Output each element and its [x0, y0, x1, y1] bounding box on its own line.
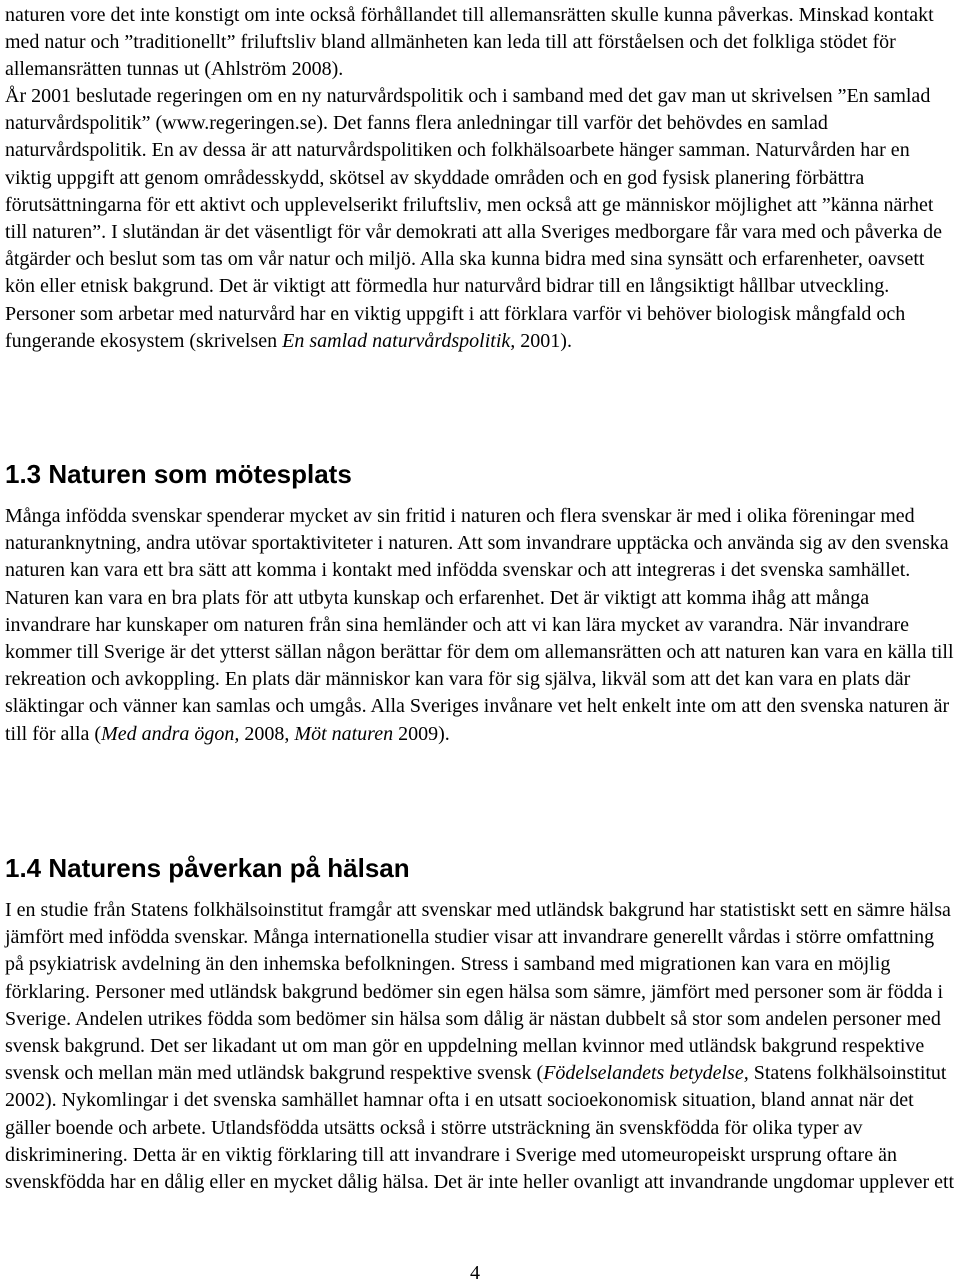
paragraph-text: Statens folkhälsoinstitut 2002). Nykomlingar i det svenska samhället hamnar ofta i en utsatt socioekonomisk situation, bland annat när det gäller boende och arbete. Utlandsfödda utsätts också i större utsträckning än svenskfödda för olika typer av diskriminering. Detta är en viktig förklaring till att invandrare i Sverige med utomeuropeiskt ursprung oftare än svenskfödda har en dålig eller en mycket dålig hälsa. Det är inte heller ovanligt att invandrande ungdomar upplever ett [5, 1062, 955, 1194]
paragraph-text: År 2001 beslutade regeringen om en ny naturvårdspolitik och i samband med det gav man ut skrivelsen ”En samlad naturvårdspolitik” (www.regeringen.se). Det fanns flera anledningar till varför det behövdes en samlad naturvårdspolitik. En av dessa är att naturvårdspolitiken och folkhälsoarbete hänger samman. Naturvården har en viktig uppgift att genom områdesskydd, skötsel av skyddade områden och en god fysisk planering förbättra förutsättningarna för ett aktivt och upplevelserikt friluftsliv, men också att ge människor möjlighet att ”känna närhet till naturen”. I slutändan är det väsentligt för vår demokrati att alla Sveriges medborgare får vara med och påverka de åtgärder och beslut som tas om vår natur och miljö. Alla ska kunna bidra med sina synsätt och erfarenheter, oavsett kön eller etnisk bakgrund. Det är viktigt att förmedla hur naturvård bidrar till en långsiktigt hållbar utveckling. Personer som arbetar med naturvård har en viktig uppgift i att förklara varför vi behöver biologisk mångfald och fungerande ekosystem (skrivelsen [5, 85, 943, 352]
paragraph-text: naturen vore det inte konstigt om inte också förhållandet till allemansrätten skulle kunna påverkas. Minskad kontakt med natur och ”traditionellt” friluftsliv bland allmänheten kan leda till att förståelsen och det folkliga stödet för allemansrätten tunnas ut (Ahlström 2008). [5, 4, 934, 81]
citation-title: Med andra ögon, [101, 722, 240, 745]
citation-year: 2008, [239, 722, 295, 745]
page-number: 4 [470, 1262, 480, 1284]
heading-title: Naturen som mötesplats [48, 459, 352, 489]
paragraph-text: I en studie från Statens folkhälsoinstitut framgår att svenskar med utländsk bakgrund har statistiskt sett en sämre hälsa jämfört med infödda svenskar. Många internationella studier visar att invandrare generellt vårdas i större omfattning på psykiatrisk avdelning än den inhemska befolkningen. Stress i samband med migrationen kan vara en möjlig förklaring. Personer med utländsk bakgrund bedömer sin egen hälsa som sämre, jämfört med personer som är födda i Sverige. Andelen utrikes födda som bedömer sin hälsa som dålig är nästan dubbelt så stor som andelen personer med svensk bakgrund. Det ser likadant ut om man gör en uppdelning mellan kvinnor med utländsk bakgrund respektive svensk och mellan män med utländsk bakgrund respektive svensk ( [5, 899, 951, 1085]
citation-title: En samlad naturvårdspolitik, [282, 329, 516, 352]
paragraph-text: Många infödda svenskar spenderar mycket av sin fritid i naturen och flera svenskar är med i olika föreningar med naturanknytning, andra utövar sportaktiviteter i naturen. Att som invandrare upptäcka och använda sig av den svenska naturen kan vara ett bra sätt att komma i kontakt med infödda svenskar och att integreras i det svenska samhället. Naturen kan vara en bra plats för att utbyta kunskap och erfarenhet. Det är viktigt att komma ihåg att många invandrare har kunskaper om naturen från sina hemländer och att vi kan lära mycket av varandra. När invandrare kommer till Sverige är det ytterst sällan någon berättar för dem om allemansrätten och att naturen kan vara en källa till rekreation och avkoppling. En plats där människor kan vara för sig själva, likväl som att det kan vara en plats där släktingar och vänner kan samlas och umgås. Alla Sveriges invånare vet helt enkelt inte om att den svenska naturen är till för alla ( [5, 505, 954, 745]
heading-title: Naturens påverkan på hälsan [48, 853, 410, 883]
paragraph-naturvardspolitik [5, 83, 955, 355]
paragraph-motesplats [5, 503, 955, 748]
citation-title: Möt naturen [294, 722, 394, 745]
citation-year: 2001). [515, 329, 572, 352]
citation-title: Födelselandets betydelse, [543, 1062, 749, 1085]
citation-year: 2009). [393, 722, 450, 745]
heading-number: 1.4 [5, 853, 42, 883]
heading-number: 1.3 [5, 459, 42, 489]
heading-1-3 [5, 459, 352, 489]
paragraph-halsa [5, 897, 955, 1196]
heading-1-4 [5, 853, 410, 883]
paragraph-allemansratten [5, 2, 955, 84]
